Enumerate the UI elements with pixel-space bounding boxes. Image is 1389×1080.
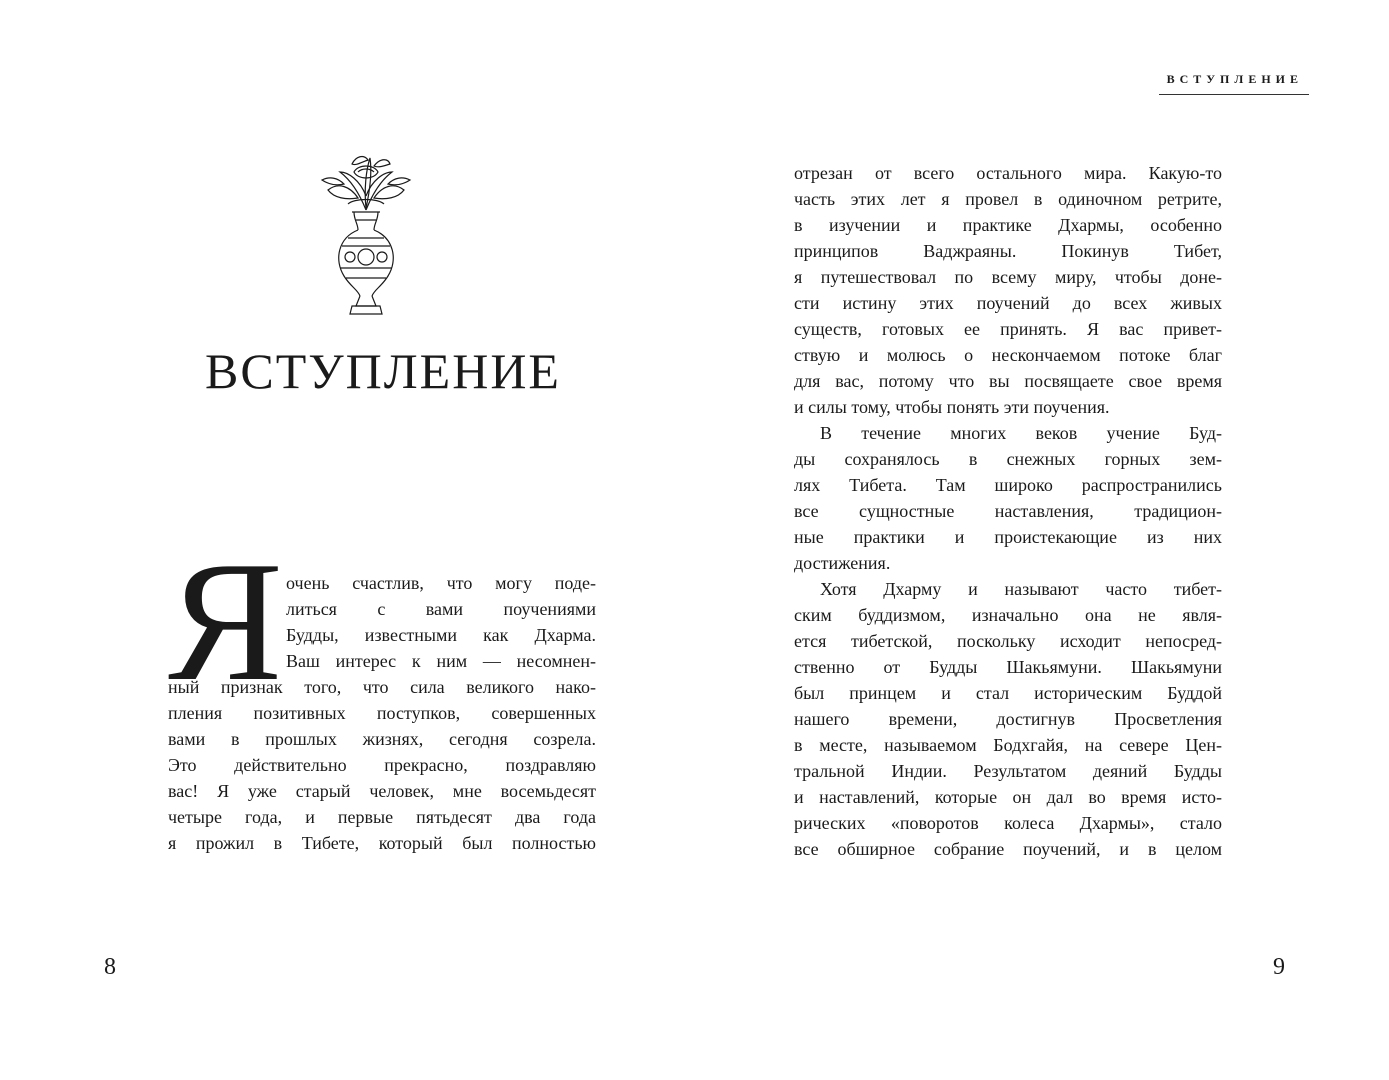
text-line: Будды, известными как Дхарма.: [286, 625, 596, 645]
text-line: в изучении и практике Дхармы, особенно: [794, 215, 1222, 235]
text-line: для вас, потому что вы посвящаете свое время: [794, 371, 1222, 391]
text-line: часть этих лет я провел в одиночном ретрите,: [794, 189, 1222, 209]
text-line: отрезан от всего остального мира. Какую-то: [794, 163, 1222, 183]
text-line: лях Тибета. Там широко распространились: [794, 475, 1222, 495]
text-line: Это действительно прекрасно, поздравляю: [168, 755, 596, 775]
text-line: вами в прошлых жизнях, сегодня созрела.: [168, 729, 596, 749]
text-line: очень счастлив, что могу поде-: [286, 573, 596, 593]
text-line: в месте, называемом Бодхгайя, на севере Цен-: [794, 735, 1222, 755]
left-page: [0, 0, 694, 1080]
text-line: рических «поворотов колеса Дхармы», стало: [794, 813, 1222, 833]
right-page: [694, 0, 1389, 1080]
text-line: Хотя Дхарму и называют часто тибет-: [820, 579, 1222, 599]
text-line: ственно от Будды Шакьямуни. Шакьямуни: [794, 657, 1222, 677]
left-body-text: [168, 570, 596, 856]
chapter-title: ВСТУПЛЕНИЕ: [205, 343, 561, 399]
page-number-right: 9: [1273, 954, 1285, 980]
text-line: литься с вами поучениями: [286, 599, 596, 619]
text-line: достижения.: [794, 553, 891, 573]
text-line: ется тибетской, поскольку исходит непосред-: [794, 631, 1222, 651]
text-line: сти истину этих поучений до всех живых: [794, 293, 1222, 313]
text-line: я прожил в Тибете, который был полностью: [168, 833, 596, 853]
text-line: ные практики и проистекающие из них: [794, 527, 1222, 547]
text-line: ствую и молюсь о нескончаемом потоке благ: [794, 345, 1222, 365]
text-line: В течение многих веков учение Буд-: [820, 423, 1222, 443]
text-line: четыре года, и первые пятьдесят два года: [168, 807, 596, 827]
text-line: я путешествовал по всему миру, чтобы доне-: [794, 267, 1222, 287]
drop-cap: Я: [168, 527, 283, 717]
text-line: принципов Ваджраяны. Покинув Тибет,: [794, 241, 1222, 261]
text-line: пления позитивных поступков, совершенных: [168, 703, 596, 723]
text-line: и наставлений, которые он дал во время исто-: [794, 787, 1222, 807]
page-number-left: 8: [104, 954, 116, 980]
text-line: существ, готовых ее принять. Я вас привет-: [794, 319, 1222, 339]
text-line: ским буддизмом, изначально она не явля-: [794, 605, 1222, 625]
running-head-rule: [1159, 94, 1309, 95]
text-line: ды сохранялось в снежных горных зем-: [794, 449, 1222, 469]
right-body-text: [794, 160, 1222, 862]
text-line: все обширное собрание поучений, и в целом: [794, 839, 1222, 859]
text-line: ный признак того, что сила великого нако-: [168, 677, 596, 697]
text-line: был принцем и стал историческим Буддой: [794, 683, 1222, 703]
lotus-vase-icon: [318, 150, 414, 322]
text-line: и силы тому, чтобы понять эти поучения.: [794, 397, 1110, 417]
running-head: ВСТУПЛЕНИЕ: [1166, 72, 1303, 86]
text-line: тральной Индии. Результатом деяний Будды: [794, 761, 1222, 781]
text-line: нашего времени, достигнув Просветления: [794, 709, 1222, 729]
text-line: все сущностные наставления, традицион-: [794, 501, 1222, 521]
text-line: Ваш интерес к ним — несомнен-: [286, 651, 596, 671]
text-line: вас! Я уже старый человек, мне восемьдесят: [168, 781, 596, 801]
